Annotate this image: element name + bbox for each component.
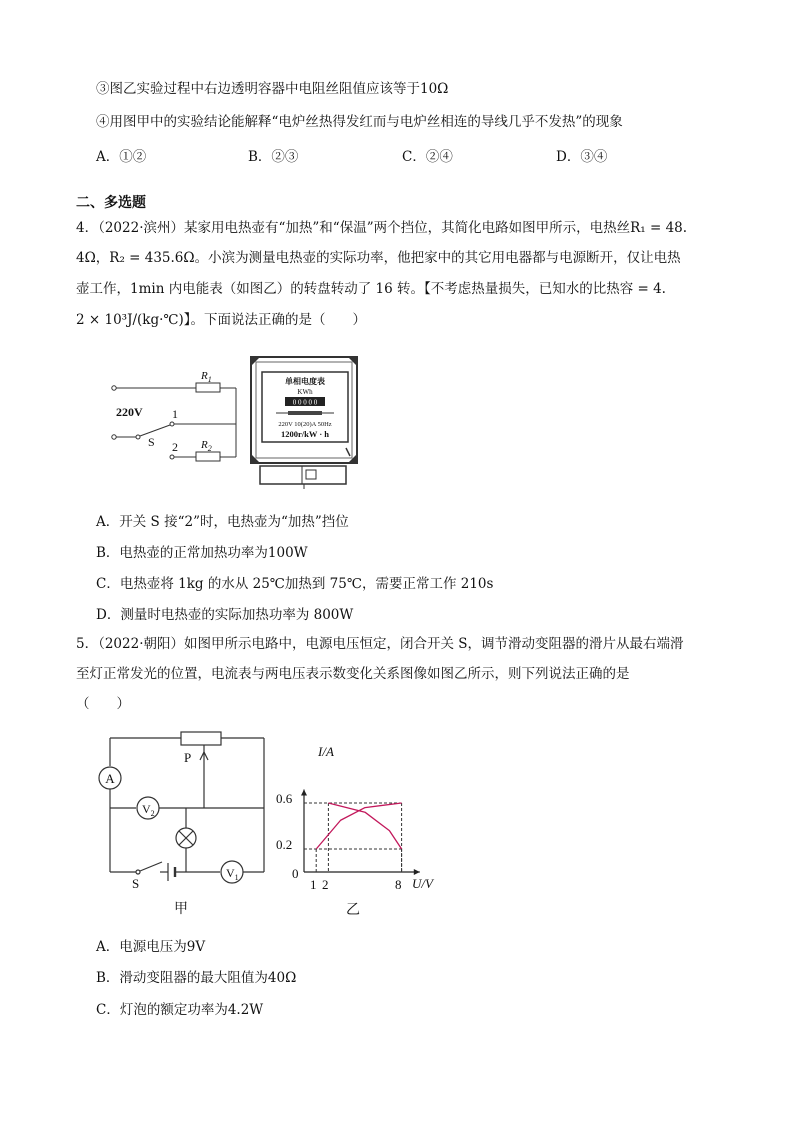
graph-curves <box>316 803 401 849</box>
q5-caption-yi: 乙 <box>346 903 360 918</box>
q4-line-3: 壶工作，1min 内电能表（如图乙）的转盘转动了 16 转。【不考虑热量损失，已知水的比热容 = 4. <box>76 281 666 297</box>
graph-xtick-1: 1 <box>310 877 317 892</box>
q4-r1-label: R <box>201 370 208 382</box>
q5-slider-label: P <box>184 750 192 765</box>
q5-option-b[interactable]: B．滑动变阻器的最大阻值为40Ω <box>96 970 297 986</box>
graph-xtick-8: 8 <box>395 877 402 892</box>
q4-switch-pos2: 2 <box>172 440 178 454</box>
q3-option-c[interactable]: C．②④ <box>402 149 453 165</box>
graph-series-1 <box>328 803 401 849</box>
q3-option-a[interactable]: A．①② <box>96 149 147 165</box>
q4-r2-label: R <box>201 439 208 451</box>
q5-option-c[interactable]: C．灯泡的额定功率为4.2W <box>96 1002 264 1018</box>
q3-statement-4: ④用图甲中的实验结论能解释“电炉丝热得发红而与电炉丝相连的导线几乎不发热”的现象 <box>96 114 623 130</box>
q5-line-1: 5．（2022·朝阳）如图甲所示电路中，电源电压恒定，闭合开关 S，调节滑动变阻器的滑片从最右端滑 <box>76 636 684 652</box>
q5-switch-label: S <box>132 876 140 891</box>
q3-option-d[interactable]: D．③④ <box>556 149 608 165</box>
graph-ytick-0-6: 0.6 <box>276 791 293 806</box>
q5-v1-sub: 1 <box>234 873 239 882</box>
q5-v2-label: V <box>142 802 151 816</box>
graph-origin: 0 <box>292 866 299 881</box>
svg-text:R1 <box>200 370 212 384</box>
meter-spec: 220V 10(20)A 50Hz <box>278 421 332 428</box>
q3-option-b[interactable]: B．②③ <box>248 149 299 165</box>
q4-line-2: 4Ω，R₂ = 435.6Ω。小滨为测量电热壶的实际功率，他把家中的其它用电器都与电源断开，仅让电热 <box>76 250 681 266</box>
q5-v1-label: V <box>226 866 235 880</box>
q4-switch-pos1: 1 <box>172 407 178 421</box>
q5-caption-jia: 甲 <box>174 902 188 917</box>
section-title: 二、多选题 <box>76 195 146 211</box>
q5-circuit <box>96 728 276 918</box>
q4-option-c[interactable]: C．电热壶将 1kg 的水从 25℃加热到 75℃，需要正常工作 210s <box>96 576 494 592</box>
q5-line-3: （ ） <box>76 696 130 712</box>
q3-statement-3: ③图乙实验过程中右边透明容器中电阻丝阻值应该等于10Ω <box>96 81 449 97</box>
q4-meter <box>250 356 360 488</box>
graph-y-arrow <box>301 790 307 796</box>
graph-x-arrow <box>414 869 420 875</box>
meter-unit: KWh <box>297 388 313 396</box>
svg-text:R2 <box>200 439 212 453</box>
q5-line-2: 至灯正常发光的位置，电流表与两电压表示数变化关系图像如图乙所示，则下列说法正确的是 <box>76 666 630 682</box>
q4-switch-label: S <box>148 435 155 449</box>
q5-option-a[interactable]: A．电源电压为9V <box>96 939 206 955</box>
graph-axes <box>301 790 420 876</box>
graph-ylabel: I/A <box>318 744 334 759</box>
q4-line-1: 4．（2022·滨州）某家用电热壶有“加热”和“保温”两个挡位，其简化电路如图甲所示，电热丝R₁ = 48. <box>76 220 688 236</box>
q4-option-b[interactable]: B．电热壶的正常加热功率为100W <box>96 545 308 561</box>
q4-line-4: 2 × 10³J/(kg·℃)】。下面说法正确的是（ ） <box>76 312 367 328</box>
q5-ammeter-label: A <box>105 771 115 786</box>
graph-xtick-2: 2 <box>322 877 329 892</box>
q4-r2-sub: 2 <box>207 444 212 453</box>
q4-option-a[interactable]: A．开关 S 接“2”时，电热壶为“加热”挡位 <box>96 514 349 530</box>
q5-v2-sub: 2 <box>150 809 155 818</box>
graph-series-0 <box>316 803 401 849</box>
meter-digits: 0 0 0 0 0 <box>292 398 318 407</box>
meter-title: 单相电度表 <box>285 377 325 386</box>
meter-rate: 1200r/kW · h <box>280 429 330 439</box>
q4-r1-sub: 1 <box>207 375 212 384</box>
q4-voltage-label: 220V <box>116 405 143 419</box>
q5-graph <box>276 742 452 918</box>
q4-option-d[interactable]: D．测量时电热壶的实际加热功率为 800W <box>96 607 354 623</box>
graph-ytick-0-2: 0.2 <box>276 837 293 852</box>
graph-xlabel: U/V <box>412 876 433 891</box>
